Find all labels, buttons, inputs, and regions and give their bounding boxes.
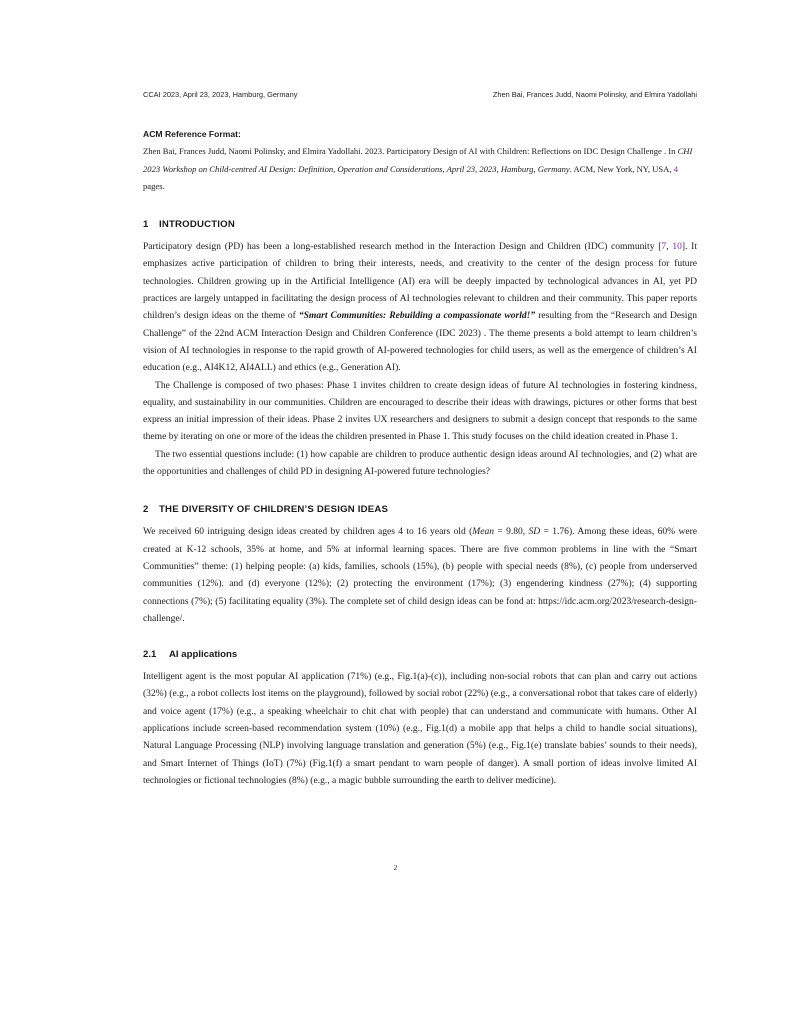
intro-theme: “Smart Communities: Rebuilding a compassionate world!” <box>298 310 536 322</box>
subsection-2-1-heading <box>143 649 697 660</box>
reference-title: ACM Reference Format: <box>143 129 241 139</box>
citation-7[interactable]: 7 <box>661 241 667 253</box>
diversity-p1-b: = 1.76). Among these ideas, 60% were created at K-12 schools, 35% at home, and 5% at informal learning spaces. There are five common problems in line with the “Smart Communities” theme: (1) helping people: (a) kids, families, schools (15%), (b) people with special needs (8%), (c) people from underserved communities (12%). and (d) everyone (12%); (2) protecting the environment (17%); (3) engendering kindness (27%); (4) supporting connections (7%); (5) facilitating equality (3%). The complete set of child design ideas can be fond at: https://idc.acm.org/2023/research-design-challenge/. <box>143 526 697 624</box>
mean-value: = 9.80, <box>494 526 529 538</box>
intro-p1-a: Participatory design (PD) has been a long-established research method in the Interaction Design and Children (IDC) community [ <box>143 241 662 253</box>
running-header <box>143 90 697 106</box>
reference-pages-link[interactable]: 4 <box>673 163 678 174</box>
section-2-heading <box>143 504 697 515</box>
diversity-paragraph-1 <box>143 523 697 627</box>
intro-paragraph-3: The two essential questions include: (1) how capable are children to produce authentic design ideas around AI technologies, and (2) what are the opportunities and challenges of child PD in designing AI-powered future technologies? <box>143 448 697 478</box>
header-venue: CCAI 2023, April 23, 2023, Hamburg, Germany <box>143 90 298 99</box>
section-1-heading <box>143 219 697 230</box>
section-1-number: 1 <box>143 219 149 231</box>
intro-p1-c: resulting from the “Research and Design Challenge” of the 22nd ACM Interaction Design and Children Conference (IDC 2023) . The theme presents a bold attempt to learn children’s vision of AI technologies in response to the rapid growth of AI-powered technologies for child users, as well as the emergence of children’s AI education (e.g., AI4K12, AI4ALL) and ethics (e.g., Generation AI). <box>143 310 697 374</box>
header-authors: Zhen Bai, Frances Judd, Naomi Polinsky, and Elmira Yadollahi <box>492 90 697 99</box>
citation-10[interactable]: 10 <box>672 241 682 253</box>
sd-label: SD <box>528 526 541 538</box>
subsection-2-1-number: 2.1 <box>143 649 157 661</box>
intro-p1-b: ]. It emphasizes active participation of children to bring their interests, needs, and creativity to the center of the design process for future technologies. Children growing up in the Artificial Intelligence (AI) era will be deeply impacted by technological advances in AI, yet PD practices are largely untapped in facilitating the design process of AI technologies relevant to children and their community. This paper reports children’s design ideas on the theme of <box>143 241 697 322</box>
section-1-title: INTRODUCTION <box>159 219 235 231</box>
intro-paragraph-1 <box>143 238 697 376</box>
section-2-title: THE DIVERSITY OF CHILDREN’S DESIGN IDEAS <box>159 504 389 516</box>
reference-text-b: . ACM, New York, NY, USA, <box>569 163 674 174</box>
reference-text-c: pages. <box>143 180 165 191</box>
page-content <box>143 90 697 789</box>
diversity-p1-a: We received 60 intriguing design ideas created by children ages 4 to 16 years old ( <box>143 526 473 538</box>
page-number: 2 <box>393 863 398 872</box>
section-2-number: 2 <box>143 504 149 516</box>
intro-p1-comma: , <box>666 241 673 253</box>
reference-text-a: Zhen Bai, Frances Judd, Naomi Polinsky, and Elmira Yadollahi. 2023. Participatory Design of AI with Children: Reflections on IDC Design Challenge . In <box>143 146 678 157</box>
reference-venue: CHI 2023 Workshop on Child-centred AI Design: Definition, Operation and Considerations, April 23, 2023, Hamburg, Germany <box>143 146 693 174</box>
subsection-2-1-title: AI applications <box>169 649 238 661</box>
mean-label: Mean <box>472 526 495 538</box>
acm-reference-format <box>143 126 697 195</box>
reference-text <box>143 143 697 195</box>
ai-applications-paragraph-1: Intelligent agent is the most popular AI application (71%) (e.g., Fig.1(a)-(c)), including non-social robots that can plan and carry out actions (32%) (e.g., a robot collects lost items on the playground), followed by social robot (22%) (e.g., a conversational robot that takes care of elderly) and voice agent (17%) (e.g., a speaking wheelchair to chit chat with people) that can understand and communicate with humans. Other AI applications include screen-based recommendation system (10%) (e.g., Fig.1(d) a mobile app that helps a child to handle social situations), Natural Language Processing (NLP) involving language translation and generation (5%) (e.g., Fig.1(e) translate babies’ sounds to their needs), and Smart Internet of Things (IoT) (7%) (Fig.1(f) a smart pendant to warn people of danger). A small portion of ideas involve limited AI technologies or fictional technologies (8%) (e.g., a magic bubble surrounding the earth to deliver medicine). <box>143 671 697 786</box>
intro-paragraph-2: The Challenge is composed of two phases: Phase 1 invites children to create design ideas of future AI technologies in fostering kindness, equality, and sustainability in our communities. Children are encouraged to describe their ideas with drawings, pictures or other forms that best express an initial impression of their ideas. Phase 2 invites UX researchers and designers to submit a design concept that responds to the same theme by iterating on one or more of the ideas the children presented in Phase 1. This study focuses on the child ideation created in Phase 1. <box>143 379 697 443</box>
